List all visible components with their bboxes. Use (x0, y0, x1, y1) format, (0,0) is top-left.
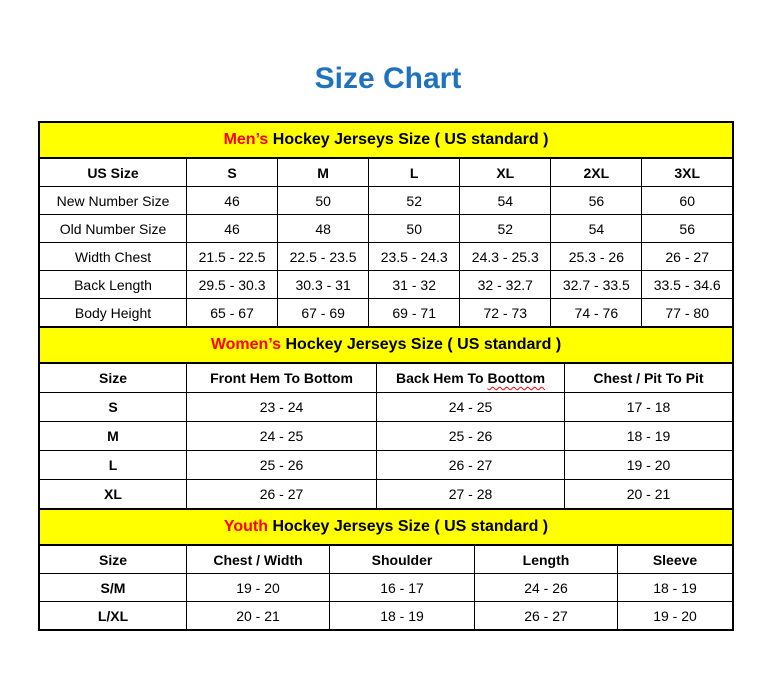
mens-table-title-highlight: Men’s (223, 131, 269, 148)
mens-table-title-rest: Hockey Jerseys Size ( US standard ) (268, 131, 549, 148)
youth-size-table (38, 544, 734, 631)
table-row (39, 215, 733, 243)
size-value-cell: 26 - 27 (475, 602, 618, 631)
mens-size-section (38, 121, 734, 328)
size-value-cell: 23 - 24 (187, 393, 377, 422)
size-value-cell: 56 (551, 187, 642, 215)
size-value-cell: 24.3 - 25.3 (460, 243, 551, 271)
row-label: S (39, 393, 187, 422)
size-value-cell: 46 (187, 187, 278, 215)
column-header: XL (460, 158, 551, 187)
size-value-cell: 18 - 19 (565, 422, 734, 451)
table-row (39, 480, 733, 510)
row-label: L/XL (39, 602, 187, 631)
header-row (39, 363, 733, 393)
page-title: Size Chart (314, 62, 462, 95)
size-value-cell: 29.5 - 30.3 (187, 271, 278, 299)
row-label: Old Number Size (39, 215, 187, 243)
table-row (39, 451, 733, 480)
size-value-cell: 65 - 67 (187, 299, 278, 328)
womens-table-title-rest: Hockey Jerseys Size ( US standard ) (281, 336, 562, 353)
size-value-cell: 24 - 26 (475, 574, 618, 602)
size-value-cell: 48 (278, 215, 369, 243)
size-value-cell: 72 - 73 (460, 299, 551, 328)
size-value-cell: 27 - 28 (377, 480, 565, 510)
column-header: Size (39, 363, 187, 393)
size-value-cell: 32 - 32.7 (460, 271, 551, 299)
mens-table-title (38, 121, 734, 159)
row-label: L (39, 451, 187, 480)
size-value-cell: 52 (369, 187, 460, 215)
womens-size-section (38, 326, 734, 510)
table-row (39, 393, 733, 422)
size-value-cell: 19 - 20 (187, 574, 330, 602)
column-header: Sleeve (618, 545, 734, 574)
row-label: XL (39, 480, 187, 510)
size-value-cell: 25 - 26 (377, 422, 565, 451)
column-header: US Size (39, 158, 187, 187)
size-value-cell: 17 - 18 (565, 393, 734, 422)
size-value-cell: 18 - 19 (618, 574, 734, 602)
womens-table-title-highlight: Women’s (210, 336, 282, 353)
size-value-cell: 46 (187, 215, 278, 243)
column-header: Chest / Width (187, 545, 330, 574)
size-value-cell: 21.5 - 22.5 (187, 243, 278, 271)
size-value-cell: 60 (642, 187, 733, 215)
size-value-cell: 26 - 27 (642, 243, 733, 271)
column-header: Shoulder (330, 545, 475, 574)
size-value-cell: 56 (642, 215, 733, 243)
column-header: 3XL (642, 158, 733, 187)
row-label: S/M (39, 574, 187, 602)
size-value-cell: 30.3 - 31 (278, 271, 369, 299)
womens-size-table (38, 362, 734, 510)
youth-table-title-highlight: Youth (223, 518, 268, 535)
size-value-cell: 19 - 20 (565, 451, 734, 480)
table-row (39, 574, 733, 602)
size-value-cell: 74 - 76 (551, 299, 642, 328)
column-header: Chest / Pit To Pit (565, 363, 734, 393)
size-value-cell: 26 - 27 (377, 451, 565, 480)
row-label: Body Height (39, 299, 187, 328)
table-row (39, 299, 733, 328)
size-value-cell: 18 - 19 (330, 602, 475, 631)
youth-table-title (38, 508, 734, 546)
size-value-cell: 50 (369, 215, 460, 243)
table-row (39, 187, 733, 215)
size-value-cell: 54 (551, 215, 642, 243)
size-value-cell: 19 - 20 (618, 602, 734, 631)
youth-table-title-rest: Hockey Jerseys Size ( US standard ) (268, 518, 549, 535)
size-value-cell: 32.7 - 33.5 (551, 271, 642, 299)
size-value-cell: 69 - 71 (369, 299, 460, 328)
size-value-cell: 25.3 - 26 (551, 243, 642, 271)
youth-size-section (38, 508, 734, 631)
column-header: Length (475, 545, 618, 574)
row-label: Width Chest (39, 243, 187, 271)
size-value-cell: 24 - 25 (377, 393, 565, 422)
size-value-cell: 77 - 80 (642, 299, 733, 328)
column-header: Size (39, 545, 187, 574)
size-value-cell: 67 - 69 (278, 299, 369, 328)
size-value-cell: 52 (460, 215, 551, 243)
table-row (39, 422, 733, 451)
column-header: L (369, 158, 460, 187)
size-value-cell: 16 - 17 (330, 574, 475, 602)
size-value-cell: 22.5 - 23.5 (278, 243, 369, 271)
size-value-cell: 23.5 - 24.3 (369, 243, 460, 271)
header-row (39, 545, 733, 574)
row-label: Back Length (39, 271, 187, 299)
size-chart (38, 121, 734, 631)
size-value-cell: 31 - 32 (369, 271, 460, 299)
column-header: 2XL (551, 158, 642, 187)
row-label: M (39, 422, 187, 451)
size-value-cell: 24 - 25 (187, 422, 377, 451)
size-value-cell: 26 - 27 (187, 480, 377, 510)
header-row (39, 158, 733, 187)
size-value-cell: 33.5 - 34.6 (642, 271, 733, 299)
column-header: S (187, 158, 278, 187)
column-header: Front Hem To Bottom (187, 363, 377, 393)
column-header (377, 363, 565, 393)
size-value-cell: 54 (460, 187, 551, 215)
column-header-text: Back Hem To (395, 370, 488, 386)
column-header: M (278, 158, 369, 187)
table-row (39, 271, 733, 299)
mens-size-table (38, 157, 734, 328)
womens-table-title (38, 326, 734, 364)
table-row (39, 243, 733, 271)
row-label: New Number Size (39, 187, 187, 215)
size-value-cell: 25 - 26 (187, 451, 377, 480)
size-value-cell: 20 - 21 (565, 480, 734, 510)
misspelled-word: Boottom (487, 370, 546, 386)
table-row (39, 602, 733, 631)
size-value-cell: 20 - 21 (187, 602, 330, 631)
size-value-cell: 50 (278, 187, 369, 215)
